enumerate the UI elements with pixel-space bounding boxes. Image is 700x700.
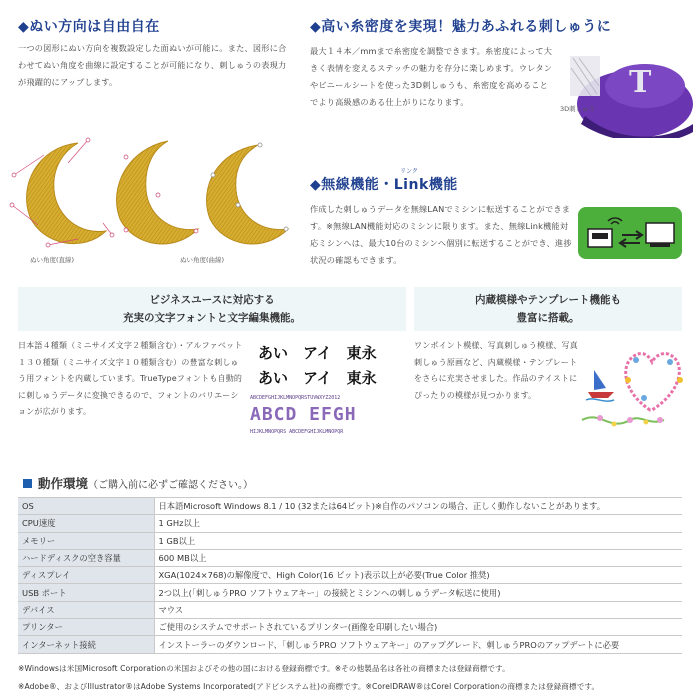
fonts-box-header — [18, 287, 406, 331]
font-sample-small-bottom: HIJKLMNOPQRS ABCDEFGHIJKLMNOPQR — [250, 429, 344, 435]
table-row — [18, 532, 682, 549]
fonts-box-header-line1: ビジネスユースに対応する — [149, 294, 275, 306]
caption-straight-angle: ぬい角度(直線) — [30, 256, 75, 264]
spec-value: マウス — [154, 601, 682, 618]
spec-table — [18, 497, 682, 654]
crescent-moon-illustrations — [8, 135, 298, 255]
section-text-wireless: 作成した刺しゅうデータを無線LANでミシンに転送することができます。※無線LAN機能対応のミシンに限ります。また、無線Link機能対応ミシンへは、最大10台のミシンへ個別に転送することができ、進捗状況の確認もできます。 — [310, 204, 572, 265]
caption-3d-embroidery: 3D刺しゅう — [560, 105, 596, 113]
spec-label: ハードディスクの空き容量 — [18, 549, 154, 566]
patterns-box-header — [414, 287, 682, 331]
ruby-link: リンク — [400, 168, 418, 175]
spec-value: 1 GHz以上 — [154, 515, 682, 532]
font-sample-big: ABCD EFGH — [250, 404, 357, 425]
spec-label: インターネット接続 — [18, 636, 154, 653]
spec-value: インストーラーのダウンロード、「刺しゅうPRO ソフトウェアキー」のアップグレード、刺しゅうPROのアップデートに必要 — [154, 636, 682, 653]
table-row — [18, 498, 682, 515]
crescent-moon-2 — [117, 141, 198, 244]
spec-value: 日本語Microsoft Windows 8.1 / 10 (32または64ビット)※自作のパソコンの場合、正しく動作しないことがあります。 — [154, 498, 682, 515]
fonts-box-header-line2: 充実の文字フォントと文字編集機能。 — [123, 312, 301, 324]
table-row — [18, 601, 682, 618]
spec-value: 2つ以上(「刺しゅうPRO ソフトウェアキー」の接続とミシンへの刺しゅうデータ転送に使用) — [154, 584, 682, 601]
purple-cap-image — [555, 46, 695, 138]
caption-curved-angle: ぬい角度(曲線) — [180, 256, 225, 264]
sailboat-pattern — [594, 370, 606, 390]
env-title — [23, 474, 253, 492]
spec-label: デバイス — [18, 601, 154, 618]
spec-label: CPU速度 — [18, 515, 154, 532]
table-row — [18, 584, 682, 601]
patterns-box-header-line1: 内蔵模様やテンプレート機能も — [474, 294, 622, 306]
cap-letter-t: T — [629, 65, 652, 100]
floral-vine-pattern — [582, 417, 664, 423]
env-square-marker — [23, 479, 32, 488]
spec-value: 1 GB以上 — [154, 532, 682, 549]
fonts-box-text: 日本語４種類（ミニサイズ文字２種類含む）・アルファベット１３０種類（ミニサイズ文字１０種類含む）の豊富な刺しゅう用フォントを内蔵しています。TrueTypeフォントも自動的に刺しゅうデータに変換できるので、フォントのバリエーションが広がります。 — [18, 341, 243, 417]
spec-value: 600 MB以上 — [154, 549, 682, 566]
table-row — [18, 619, 682, 636]
spec-label: OS — [18, 498, 154, 515]
trademark-note-2: ※Adobe®、およびIllustrator®はAdobe Systems Incorporated(アドビシステム社)の商標です。※CorelDRAW®はCorel Corporationの商標または登録商標です。 — [18, 682, 600, 691]
spec-label: USB ポート — [18, 584, 154, 601]
embroidery-pattern-samples — [580, 340, 690, 440]
table-row — [18, 515, 682, 532]
crescent-moon-1 — [27, 143, 106, 244]
spec-label: プリンター — [18, 619, 154, 636]
section-text-thread-density: 最大１４本／mmまで糸密度を調整できます。糸密度によって大きく表情を変えるステッチの魅力を存分に楽しめます。ウレタンやビニールシートを使った3D刺しゅうも、糸密度を高めることでより高級感のある仕上がりになります。 — [310, 46, 553, 107]
spec-value: XGA(1024×768)の解像度で、High Color(16 ビット)表示以上が必要(True Color 推奨) — [154, 567, 682, 584]
wireless-transfer-icon — [578, 207, 682, 259]
spec-label: ディスプレイ — [18, 567, 154, 584]
table-row — [18, 549, 682, 566]
font-sample-row-1: あい アイ 東永 — [258, 344, 377, 362]
table-row — [18, 636, 682, 653]
font-sample-row-2: あい アイ 東永 — [258, 369, 377, 387]
spec-label: メモリー — [18, 532, 154, 549]
section-title-sewing-direction: ◆ぬい方向は自由自在 — [18, 19, 160, 35]
section-title-wireless: ◆無線機能・Link機能 — [310, 177, 458, 193]
env-subtitle: （ご購入前に必ずご確認ください。） — [88, 480, 254, 491]
section-text-sewing-direction: 一つの図形にぬい方向を複数設定した面ぬいが可能に。また、図形に合わせてぬい角度を曲線に設定することが可能になり、刺しゅうの表現力が飛躍的にアップします。 — [18, 43, 287, 87]
crescent-moon-3 — [207, 145, 288, 244]
patterns-box-text: ワンポイント模様、写真刺しゅう模様、写真刺しゅう原画など、内蔵模様・テンプレートをさらに充実させました。作品のテイストにぴったりの模様が見つかります。 — [414, 341, 578, 400]
trademark-note-1: ※Windowsは米国Microsoft Corporationの米国およびその他の国における登録商標です。※その他製品名は各社の商標または登録商標です。 — [18, 664, 510, 673]
table-row — [18, 567, 682, 584]
spec-value: ご使用のシステムでサポートされているプリンター(画像を印刷したい場合) — [154, 619, 682, 636]
patterns-box-header-line2: 豊富に搭載。 — [516, 312, 580, 324]
env-title-text: 動作環境 — [38, 476, 89, 491]
section-title-thread-density: ◆高い糸密度を実現！魅力あふれる刺しゅうに — [310, 19, 612, 35]
font-sample-small-top: ABCDEFGHIJKLMNOPQRSTUVWXYZ2012 — [250, 395, 341, 401]
